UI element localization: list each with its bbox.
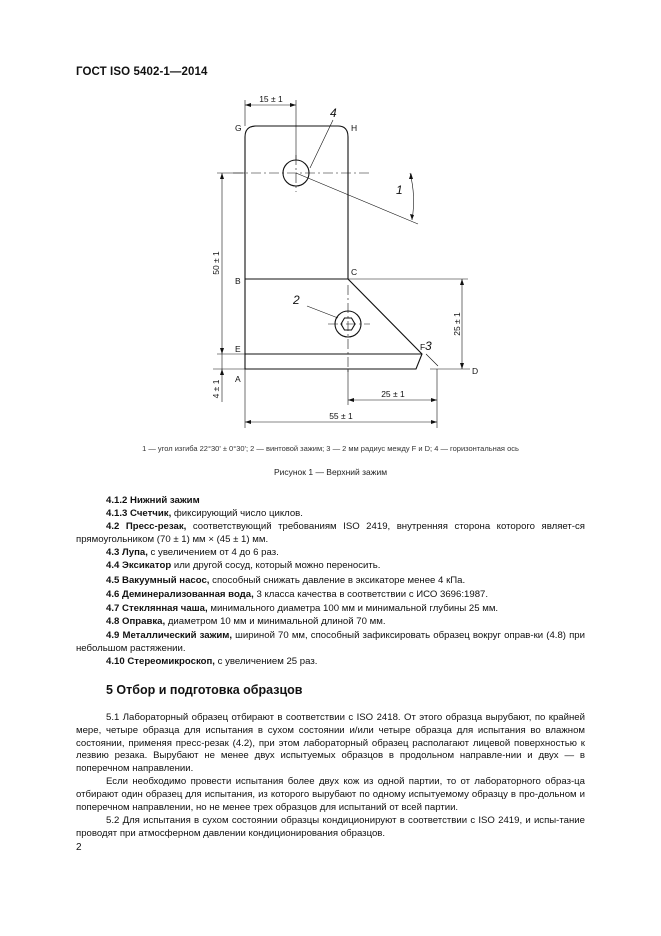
list-item: 4.4 Эксикатор или другой сосуд, который можно переносить. bbox=[106, 560, 381, 571]
callout-2: 2 bbox=[293, 293, 300, 307]
list-item: 4.6 Деминерализованная вода, 3 класса качества в соответствии с ИСО 3696:1987. bbox=[106, 589, 489, 600]
section-heading: 5 Отбор и подготовка образцов bbox=[106, 683, 303, 697]
clamp-drawing bbox=[0, 0, 661, 440]
list-item: 4.8 Оправка, диаметром 10 мм и минимальной длиной 70 мм. bbox=[106, 616, 386, 627]
point-e: E bbox=[235, 344, 241, 354]
page-number: 2 bbox=[76, 842, 82, 853]
callout-4: 4 bbox=[330, 106, 337, 120]
list-item: 4.1.2 Нижний зажим bbox=[106, 495, 200, 506]
clamp-outline bbox=[245, 126, 422, 369]
dim-bottom-inner: 25 ± 1 bbox=[381, 389, 405, 399]
list-item: 4.9 Металлический зажим, шириной 70 мм, способный зафиксировать образец вокруг оправ-ки (4.8) при небольшом растяжении. bbox=[76, 630, 585, 654]
callout-1: 1 bbox=[396, 183, 403, 197]
point-a: A bbox=[235, 374, 241, 384]
list-item: 4.2 Пресс-резак, соответствующий требованиям ISO 2419, внутренняя сторона которого являет-ся прямоугольником (70 ± 1) мм × (45 ± 1) мм. bbox=[76, 521, 585, 545]
point-d: D bbox=[472, 366, 479, 376]
dim-left-short: 4 ± 1 bbox=[211, 379, 221, 399]
dim-top: 15 ± 1 bbox=[259, 94, 283, 104]
dim-right: 25 ± 1 bbox=[452, 312, 462, 336]
point-h: H bbox=[351, 123, 358, 133]
point-f: F bbox=[420, 342, 426, 352]
point-g: G bbox=[235, 123, 242, 133]
list-item: 4.1.3 Счетчик, фиксирующий число циклов. bbox=[106, 508, 303, 519]
dim-left-long: 50 ± 1 bbox=[211, 251, 221, 275]
paragraph: 5.1 Лабораторный образец отбирают в соответствии с ISO 2418. От этого образца вырубают, по крайней мере, четыре образца для испытания в сухом состоянии и/или четыре образца для испытания во влажном состоянии, применяя пресс-резак (4.2), при этом лабораторный образец располагают лицевой поверхностью к лезвию резака. Вырубают не менее двух испытуемых образцов в продольном направле-нии и двух — в поперечном направлении. bbox=[76, 712, 585, 775]
paragraph: 5.2 Для испытания в сухом состоянии образцы кондиционируют в соответствии с ISO 2419, и испы-тание проводят при атмосферном давлении кондиционирования образцов. bbox=[76, 815, 585, 839]
dim-bottom: 55 ± 1 bbox=[329, 411, 353, 421]
figure-legend: 1 — угол изгиба 22°30' ± 0°30'; 2 — винтовой зажим; 3 — 2 мм радиус между F и D; 4 — горизонтальная ось bbox=[142, 444, 519, 453]
point-b: B bbox=[235, 276, 241, 286]
callout-3: 3 bbox=[425, 339, 432, 353]
list-item: 4.3 Лупа, с увеличением от 4 до 6 раз. bbox=[106, 547, 279, 558]
list-item: 4.7 Стеклянная чаша, минимального диаметра 100 мм и минимальной глубины 25 мм. bbox=[106, 603, 499, 614]
list-item: 4.5 Вакуумный насос, способный снижать давление в эксикаторе менее 4 кПа. bbox=[106, 575, 466, 586]
list-item: 4.10 Стереомикроскоп, с увеличением 25 раз. bbox=[106, 656, 318, 667]
figure-title: Рисунок 1 — Верхний зажим bbox=[273, 467, 388, 477]
point-c: C bbox=[351, 267, 358, 277]
paragraph: Если необходимо провести испытания более двух кож из одной партии, то от лабораторного образ-ца отбирают один образец для испытания, из которого вырубают по одному испытуемому образцу в про-дольном и поперечном направлении, но не менее трех образцов для испытаний от всей партии. bbox=[76, 776, 585, 813]
document-header: ГОСТ ISO 5402-1—2014 bbox=[76, 66, 208, 78]
